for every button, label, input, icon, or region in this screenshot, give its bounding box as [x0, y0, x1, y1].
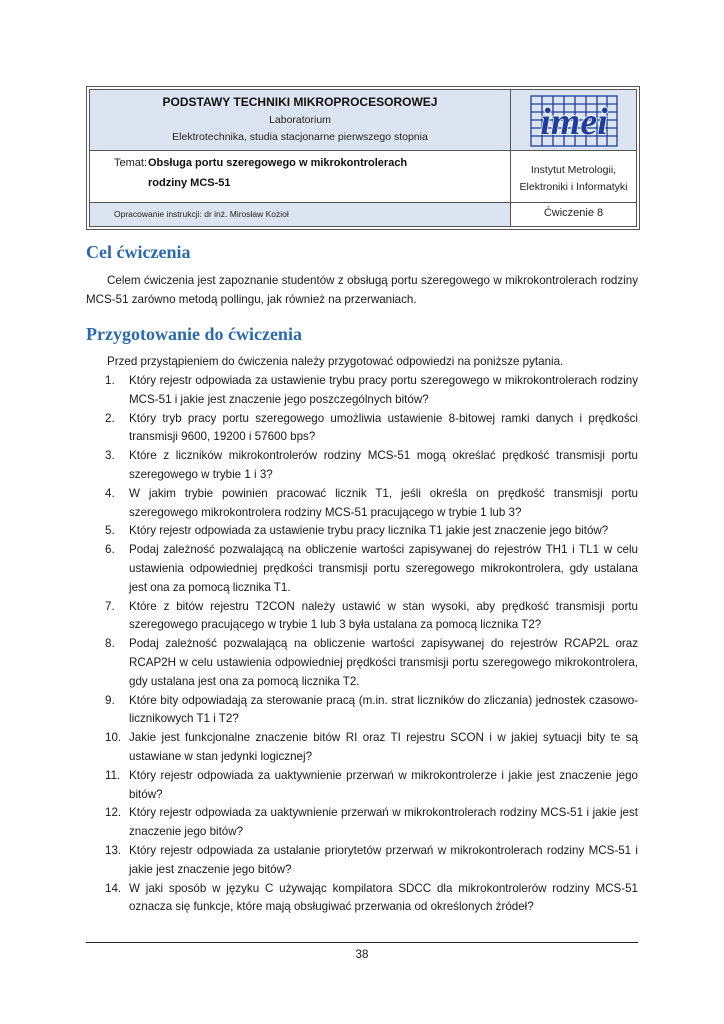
author-credit: Opracowanie instrukcji: dr inż. Mirosław Kozioł: [114, 209, 289, 219]
topic-cell: [90, 151, 511, 203]
topic-line-2: rodziny MCS-51: [148, 177, 231, 189]
logo-cell: [511, 90, 636, 151]
footer-rule: [86, 942, 638, 943]
topic-line-1: Obsługa portu szeregowego w mikrokontrolerach: [148, 157, 408, 169]
question-text: Który tryb pracy portu szeregowego umożliwia ustawienie 8-bitowej ramki danych i prędkości transmisji 9600, 19200 i 57600 bps?: [129, 411, 638, 444]
question-text: Który rejestr odpowiada za ustawienie trybu pracy licznika T1 jakie jest znaczenie jego bitów?: [129, 524, 609, 538]
question-item: [86, 880, 638, 918]
question-number: 7.: [105, 599, 115, 613]
question-text: Który rejestr odpowiada za ustalanie priorytetów przerwań w mikrokontrolerach rodziny MCS-51 i jakie jest znaczenie jego bitów?: [129, 843, 638, 876]
question-number: 11.: [105, 768, 121, 782]
header-box: [86, 86, 640, 230]
question-item: [86, 541, 638, 597]
question-item: [86, 522, 638, 541]
goal-paragraph: Celem ćwiczenia jest zapoznanie studentów z obsługą portu szeregowego w mikrokontrolerach rodziny MCS-51 zarówno metodą pollingu, jak również na przerwaniach.: [86, 274, 638, 306]
section-heading-preparation: Przygotowanie do ćwiczenia: [86, 324, 302, 344]
course-title: PODSTAWY TECHNIKI MIKROPROCESOROWEJ: [162, 95, 438, 109]
question-item: [86, 729, 638, 767]
question-number: 8.: [105, 637, 115, 651]
question-item: [86, 410, 638, 448]
question-number: 2.: [105, 411, 115, 425]
author-cell: [90, 203, 511, 226]
question-item: [86, 485, 638, 523]
title-cell: [90, 90, 511, 151]
question-number: 13.: [105, 843, 122, 857]
question-number: 1.: [105, 374, 115, 387]
topic-label: Temat:: [114, 157, 148, 169]
question-text: Podaj zależność pozwalającą na obliczenie wartości zapisywanej do rejestrów TH1 i TL1 w celu ustawienia odpowiedniej prędkości transmisji portu szeregowego mikrokontrolera, gdy ustalana jest ona za pomocą licznika T1.: [129, 543, 638, 594]
institute-cell: [511, 151, 636, 203]
question-number: 14.: [105, 881, 122, 895]
question-item: [86, 842, 638, 880]
course-program: Elektrotechnika, studia stacjonarne pierwszego stopnia: [172, 131, 428, 143]
imei-logo: [511, 90, 636, 151]
page-number: 38: [355, 948, 369, 961]
question-number: 3.: [105, 449, 115, 463]
question-text: W jaki sposób w języku C używając kompilatora SDCC dla mikrokontrolerów rodziny MCS-51 oznacza się funkcje, które mają obsługiwać przerwania od określonych źródeł?: [129, 881, 638, 914]
question-text: Które bity odpowiadają za sterowanie pracą (m.in. strat liczników do zliczania) jednostek czasowo-licznikowych T1 i T2?: [129, 693, 638, 726]
question-number: 4.: [105, 486, 115, 500]
question-item: [86, 372, 638, 410]
question-text: Który rejestr odpowiada za ustawienie trybu pracy portu szeregowego w mikrokontrolerach rodziny MCS-51 i jakie jest znaczenie jego poszczególnych bitów?: [129, 374, 638, 406]
question-text: Jakie jest funkcjonalne znaczenie bitów RI oraz TI rejestru SCON i w jakiej sytuacji bity te są ustawiane w stan jedynki logicznej?: [129, 731, 638, 763]
course-type: Laboratorium: [269, 114, 331, 126]
question-text: Podaj zależność pozwalającą na obliczenie wartości zapisywanej do rejestrów RCAP2L oraz RCAP2H w celu ustawienia odpowiedniej prędkości transmisji portu szeregowego mikrokontrolera, gdy ustalana jest ona za pomocą licznika T2.: [129, 637, 638, 688]
question-number: 12.: [105, 806, 122, 820]
question-number: 5.: [105, 524, 115, 538]
questions-list: [86, 372, 638, 917]
institute-line-2: Elektroniki i Informatyki: [519, 181, 628, 193]
question-number: 10.: [105, 731, 122, 745]
question-item: [86, 804, 638, 842]
question-item: [86, 692, 638, 730]
question-text: W jakim trybie powinien pracować licznik T1, jeśli określa on prędkość transmisji portu szeregowego mikrokontrolera rodziny MCS-51 pracującego w trybie 1 lub 3?: [129, 486, 638, 519]
question-item: [86, 598, 638, 636]
question-text: Który rejestr odpowiada za uaktywnienie przerwań w mikrokontrolerach rodziny MCS-51 i jakie jest znaczenie jego bitów?: [129, 806, 638, 839]
question-number: 9.: [105, 693, 115, 707]
exercise-cell: [511, 203, 636, 226]
question-text: Które z bitów rejestru T2CON należy ustawić w stan wysoki, aby prędkość transmisji portu szeregowego pracującego w trybie 1 lub 3 była ustalana za pomocą licznika T2?: [129, 599, 638, 632]
question-text: Które z liczników mikrokontrolerów rodziny MCS-51 mogą określać prędkość transmisji portu szeregowego w trybie 1 i 3?: [129, 449, 638, 481]
preparation-intro: Przed przystąpieniem do ćwiczenia należy przygotować odpowiedzi na poniższe pytania.: [107, 355, 564, 368]
header-inner: [89, 89, 637, 227]
question-text: Który rejestr odpowiada za uaktywnienie przerwań w mikrokontrolerze i jakie jest znaczenie jego bitów?: [129, 768, 638, 801]
exercise-number: Ćwiczenie 8: [543, 207, 604, 219]
question-number: 6.: [105, 543, 115, 557]
question-item: [86, 447, 638, 485]
svg-text:imei: imei: [540, 101, 608, 143]
section-heading-goal: Cel ćwiczenia: [86, 242, 191, 262]
question-item: [86, 635, 638, 691]
question-item: [86, 767, 638, 805]
institute-line-1: Instytut Metrologii,: [530, 164, 617, 176]
